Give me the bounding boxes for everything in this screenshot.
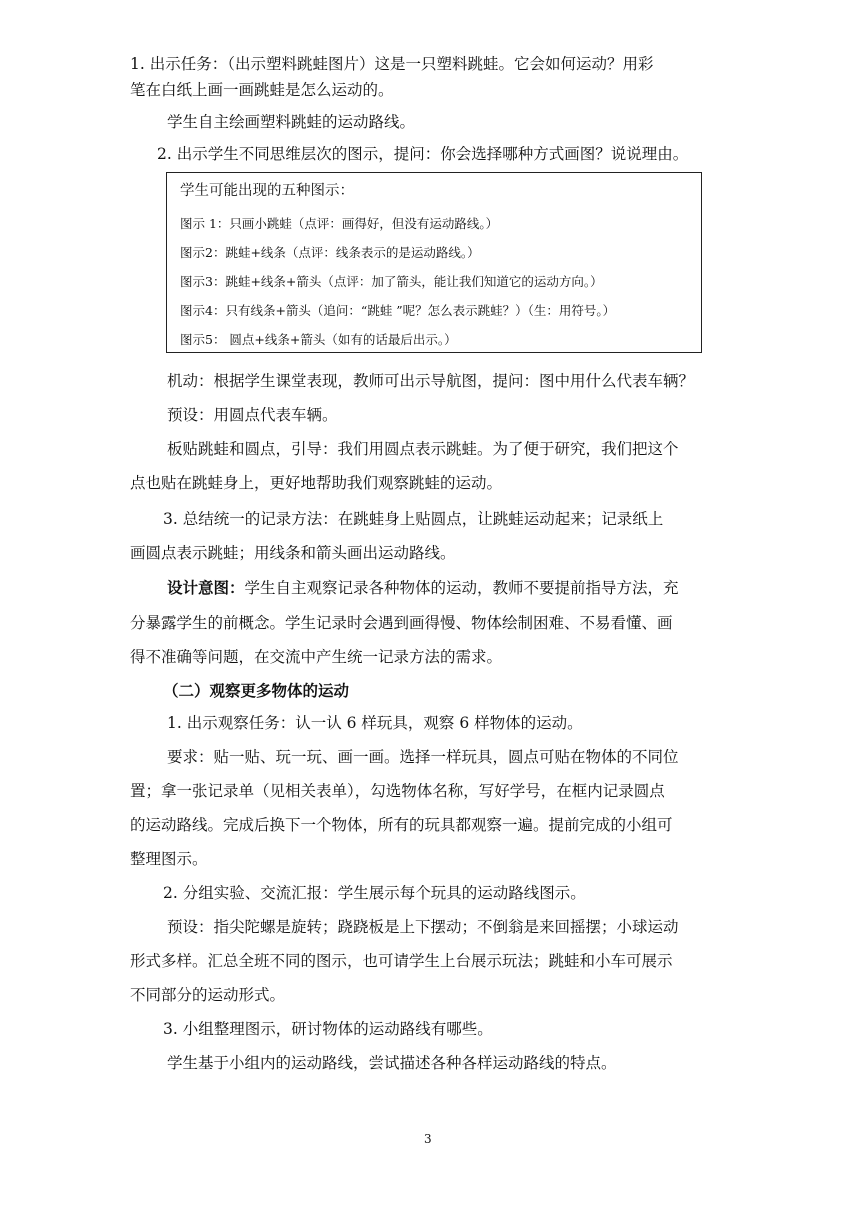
paragraph-line: 画圆点表示跳蛙；用线条和箭头画出运动路线。 (130, 544, 456, 562)
design-intent-text: 学生自主观察记录各种物体的运动，教师不要提前指导方法，充 (244, 579, 679, 597)
paragraph-line: 整理图示。 (130, 850, 208, 868)
paragraph-line: 要求：贴一贴、玩一玩、画一画。选择一样玩具，圆点可贴在物体的不同位 (167, 748, 679, 766)
box-heading: 学生可能出现的五种图示： (180, 183, 354, 199)
paragraph-line: 1. 出示任务：（出示塑料跳蛙图片）这是一只塑料跳蛙。它会如何运动？用彩 (130, 55, 654, 73)
box-item: 图示4：只有线条+箭头（追问：“跳蛙 ”呢？怎么表示跳蛙？）（生：用符号。） (180, 303, 616, 318)
box-item: 图示3：跳蛙+线条+箭头（点评：加了箭头，能让我们知道它的运动方向。） (180, 274, 603, 289)
paragraph-line: 点也贴在跳蛙身上，更好地帮助我们观察跳蛙的运动。 (130, 474, 503, 492)
box-item: 图示2：跳蛙+线条（点评：线条表示的是运动路线。） (180, 245, 480, 260)
paragraph-line: 1. 出示观察任务：认一认 6 样玩具，观察 6 样物体的运动。 (167, 714, 583, 732)
paragraph-line: 置；拿一张记录单（见相关表单），勾选物体名称，写好学号，在框内记录圆点 (130, 782, 665, 800)
paragraph-line: 笔在白纸上画一画跳蛙是怎么运动的。 (130, 81, 394, 99)
section-title: （二）观察更多物体的运动 (163, 681, 350, 700)
paragraph-line: 3. 总结统一的记录方法：在跳蛙身上贴圆点，让跳蛙运动起来；记录纸上 (163, 510, 664, 528)
paragraph-line: 得不准确等问题，在交流中产生统一记录方法的需求。 (130, 648, 503, 666)
paragraph-line: 预设：用圆点代表车辆。 (167, 406, 338, 424)
paragraph-line: 板贴跳蛙和圆点，引导：我们用圆点表示跳蛙。为了便于研究，我们把这个 (167, 440, 679, 458)
design-intent-line (167, 578, 679, 598)
diagram-types-box (166, 172, 702, 353)
design-intent-label: 设计意图： (167, 578, 245, 597)
box-item: 图示 1：只画小跳蛙（点评：画得好，但没有运动路线。） (180, 216, 499, 231)
paragraph-line: 学生基于小组内的运动路线，尝试描述各种各样运动路线的特点。 (167, 1054, 617, 1072)
paragraph-line: 形式多样。汇总全班不同的图示，也可请学生上台展示玩法；跳蛙和小车可展示 (130, 952, 673, 970)
paragraph-line: 3. 小组整理图示，研讨物体的运动路线有哪些。 (163, 1020, 493, 1038)
paragraph-line: 预设：指尖陀螺是旋转；跷跷板是上下摆动；不倒翁是来回摇摆；小球运动 (167, 918, 679, 936)
box-item: 图示5： 圆点+线条+箭头（如有的话最后出示。） (180, 332, 457, 347)
paragraph-line: 分暴露学生的前概念。学生记录时会遇到画得慢、物体绘制困难、不易看懂、画 (130, 614, 673, 632)
paragraph-line: 学生自主绘画塑料跳蛙的运动路线。 (167, 113, 416, 131)
page-number: 3 (424, 1132, 432, 1146)
paragraph-line: 2. 分组实验、交流汇报：学生展示每个玩具的运动路线图示。 (163, 884, 586, 902)
paragraph-line: 不同部分的运动形式。 (130, 986, 286, 1004)
paragraph-line: 机动：根据学生课堂表现，教师可出示导航图，提问：图中用什么代表车辆？ (167, 372, 695, 390)
paragraph-line: 2. 出示学生不同思维层次的图示，提问：你会选择哪种方式画图？说说理由。 (157, 145, 689, 163)
paragraph-line: 的运动路线。完成后换下一个物体，所有的玩具都观察一遍。提前完成的小组可 (130, 816, 673, 834)
